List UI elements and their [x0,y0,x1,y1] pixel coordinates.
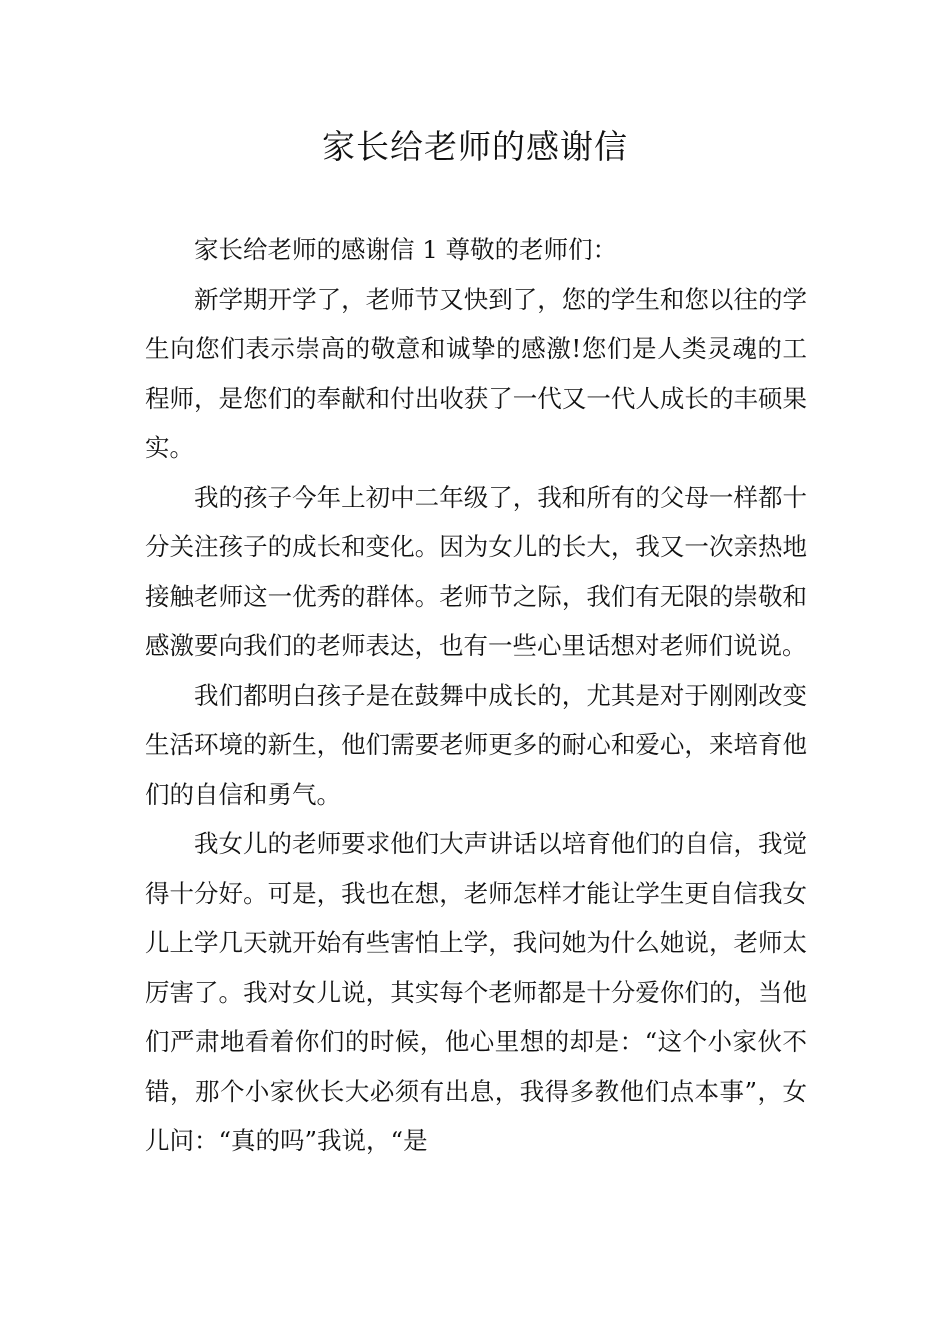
paragraph: 新学期开学了，老师节又快到了，您的学生和您以往的学生向您们表示崇高的敬意和诚挚的感激!您们是人类灵魂的工程师，是您们的奉献和付出收获了一代又一代人成长的丰硕果实。 [145,284,807,462]
paragraph: 我的孩子今年上初中二年级了，我和所有的父母一样都十分关注孩子的成长和变化。因为女儿的长大，我又一次亲热地接触老师这一优秀的群体。老师节之际，我们有无限的崇敬和感激要向我们的老师表达，也有一些心里话想对老师们说说。 [145,482,807,660]
paragraph: 我女儿的老师要求他们大声讲话以培育他们的自信，我觉得十分好。可是，我也在想，老师怎样才能让学生更自信我女儿上学几天就开始有些害怕上学，我问她为什么她说，老师太厉害了。我对女儿说，其实每个老师都是十分爱你们的，当他们严肃地看着你们的时候，他心里想的却是：“这个小家伙不错，那个小家伙长大必须有出息，我得多教他们点本事”，女儿问：“真的吗”我说，“是 [145,829,807,1155]
document-body [145,225,807,1166]
document-title: 家长给老师的感谢信 [322,127,628,166]
paragraph: 我们都明白孩子是在鼓舞中成长的，尤其是对于刚刚改变生活环境的新生，他们需要老师更多的耐心和爱心，来培育他们的自信和勇气。 [145,680,807,809]
paragraph-salutation: 家长给老师的感谢信 1 尊敬的老师们： [194,235,618,264]
